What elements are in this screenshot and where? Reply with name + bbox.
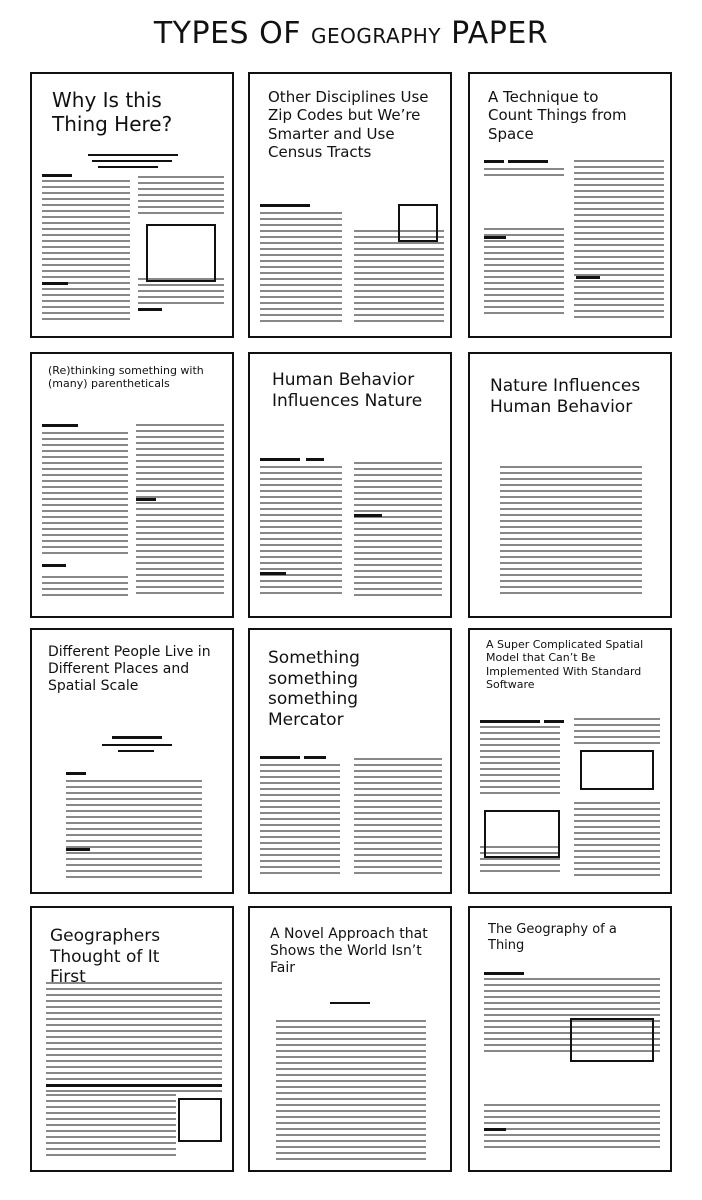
panel-title: A Novel Approach that Shows the World Isn’t Fair — [270, 926, 428, 977]
text-lines — [42, 180, 130, 320]
text-lines — [354, 230, 444, 322]
figure-box — [398, 204, 438, 242]
panel-title: Different People Live in Different Places and Spatial Scale — [48, 644, 211, 695]
figure-box — [570, 1018, 654, 1062]
heading-bar — [260, 756, 300, 759]
figure-box — [484, 810, 560, 858]
panel-nature-influences-human-behavior — [468, 352, 672, 618]
heading-bar — [484, 236, 506, 239]
heading-bar — [138, 308, 162, 311]
heading-bar — [42, 174, 72, 177]
heading-bar — [484, 160, 504, 163]
heading-bar — [112, 736, 162, 739]
panel-title: Something something something Mercator — [268, 648, 360, 731]
panel-title: (Re)thinking something with (many) parentheticals — [48, 364, 204, 391]
panel-geography-of-a-thing — [468, 906, 672, 1172]
text-lines — [484, 168, 564, 318]
text-lines — [574, 160, 664, 318]
heading-bar — [66, 848, 90, 851]
text-lines — [484, 978, 660, 1148]
heading-bar — [484, 1128, 506, 1131]
panel-title: Geographers Thought of It First — [50, 926, 161, 988]
heading-bar — [42, 564, 66, 567]
heading-bar — [136, 498, 156, 501]
heading-bar — [118, 750, 154, 752]
text-lines — [276, 1020, 426, 1160]
heading-bar — [260, 204, 310, 207]
title-part-geography: GEOGRAPHY — [311, 24, 442, 48]
text-lines — [354, 758, 442, 874]
heading-bar — [98, 166, 158, 168]
panel-rethinking-parentheticals — [30, 352, 234, 618]
heading-bar — [306, 458, 324, 461]
text-lines — [260, 764, 340, 874]
heading-bar — [42, 282, 68, 285]
panel-super-complicated-spatial-model — [468, 628, 672, 894]
heading-bar — [484, 972, 524, 975]
heading-bar — [260, 458, 300, 461]
heading-bar — [92, 160, 172, 162]
panel-geographers-thought-of-it-first — [30, 906, 234, 1172]
panel-title: Human Behavior Influences Nature — [272, 370, 423, 411]
panel-world-isnt-fair — [248, 906, 452, 1172]
heading-bar — [88, 154, 178, 156]
text-lines — [260, 212, 342, 322]
title-part-paper: PAPER — [451, 16, 549, 51]
heading-bar — [46, 1084, 222, 1087]
panel-title: Other Disciplines Use Zip Codes but We’re Smarter and Use Census Tracts — [268, 88, 429, 161]
figure-box — [580, 750, 654, 790]
panel-title: A Technique to Count Things from Space — [488, 88, 627, 143]
text-lines — [354, 462, 442, 596]
text-lines — [66, 780, 202, 880]
panel-why-is-this-thing-here — [30, 72, 234, 338]
text-lines — [46, 982, 222, 1092]
panel-title: A Super Complicated Spatial Model that Can’t Be Implemented With Standard Software — [486, 638, 644, 692]
panel-human-behavior-influences-nature — [248, 352, 452, 618]
heading-bar — [480, 720, 540, 723]
text-lines — [46, 1094, 176, 1156]
title-part-types-of: TYPES OF — [153, 16, 301, 51]
panel-title: The Geography of a Thing — [488, 922, 617, 953]
heading-bar — [102, 744, 172, 746]
heading-bar — [508, 160, 548, 163]
figure-box — [178, 1098, 222, 1142]
panel-count-things-from-space — [468, 72, 672, 338]
heading-bar — [66, 772, 86, 775]
text-lines — [574, 718, 660, 876]
panel-different-people-different-places — [30, 628, 234, 894]
panel-census-tracts — [248, 72, 452, 338]
panel-something-mercator — [248, 628, 452, 894]
heading-bar — [330, 1002, 370, 1004]
text-lines — [42, 432, 128, 598]
heading-bar — [260, 572, 286, 575]
heading-bar — [576, 276, 600, 279]
panel-title: Why Is this Thing Here? — [52, 88, 173, 137]
figure-box — [146, 224, 216, 282]
text-lines — [136, 424, 224, 598]
heading-bar — [42, 424, 78, 427]
heading-bar — [544, 720, 564, 723]
panel-title: Nature Influences Human Behavior — [490, 376, 641, 417]
text-lines — [260, 466, 342, 596]
heading-bar — [304, 756, 326, 759]
text-lines — [500, 466, 642, 596]
comic-title — [0, 16, 702, 51]
heading-bar — [354, 514, 382, 517]
